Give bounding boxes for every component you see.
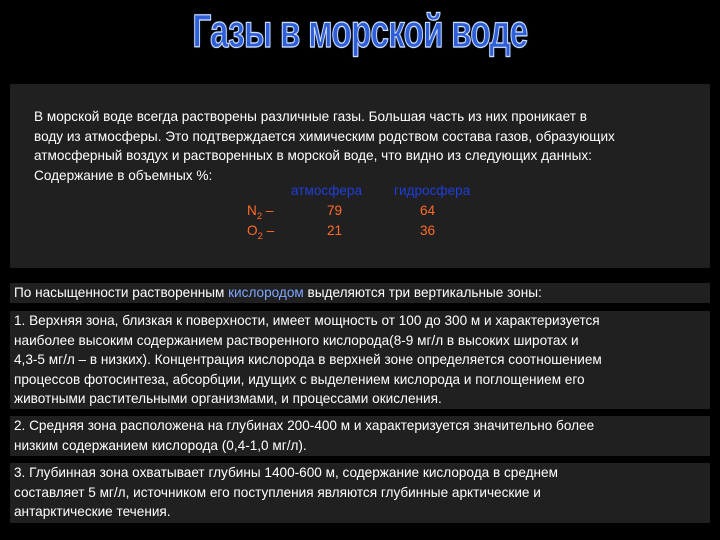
- zone-upper-line: 1. Верхняя зона, близкая к поверхности, имеет мощность от 100 до 300 м и характеризуется: [14, 313, 600, 328]
- oxygen-atmosphere-value: 21: [327, 223, 343, 238]
- intro-line: В морской воде всегда растворены различные газы. Большая часть из них проникает в: [34, 109, 587, 124]
- header-atmosphere: атмосфера: [291, 183, 363, 198]
- zone-upper-line: 4,3-5 мг/л – в низких). Концентрация кислорода в верхней зоне определяется соотношением: [14, 352, 602, 368]
- zone-deep-line: составляет 5 мг/л, источником его поступления являются глубинные арктические и: [14, 484, 541, 500]
- header-hydrosphere: гидросфера: [394, 183, 471, 198]
- nitrogen-hydrosphere-value: 64: [420, 203, 436, 218]
- gas-oxygen: $O_2$ –: [247, 223, 275, 242]
- zone-upper-line: процессов фотосинтеза, абсорбции, идущих с выделением кислорода и поглощением его: [14, 371, 585, 387]
- zone-upper-line: наиболее высоким содержанием растворенного кислорода(8-9 мг/л в высоких широтах и: [14, 332, 579, 348]
- gas-nitrogen: $N_2$ –: [247, 203, 274, 222]
- zone-deep-line: антарктические течения.: [14, 504, 171, 520]
- keyword-oxygen: кислородом: [228, 285, 304, 300]
- zone-middle-paragraph: [10, 416, 710, 456]
- zone-middle-line: низким содержанием кислорода (0,4-1,0 мг/л).: [14, 437, 307, 453]
- intro-line: воду из атмосферы. Это подтверждается химическим родством состава газов, образующих: [34, 128, 615, 144]
- intro-paragraph: [34, 107, 718, 185]
- zones-lead-paragraph: По насыщенности растворенным кислородом выделяются три вертикальные зоны:: [10, 283, 710, 303]
- zone-middle-line: 2. Средняя зона расположена на глубинах 200-400 м и характеризуется значительно более: [14, 418, 595, 433]
- zone-deep-line: 3. Глубинная зона охватывает глубины 1400-600 м, содержание кислорода в среднем: [14, 465, 558, 480]
- zone-upper-line: животными растительными организмами, и процессами окисления.: [14, 391, 442, 407]
- zone-upper-paragraph: [10, 311, 710, 409]
- intro-line: атмосферный воздух и растворенных в морской воде, что видно из следующих данных:: [34, 148, 592, 164]
- oxygen-hydrosphere-value: 36: [420, 223, 436, 238]
- intro-line: Содержание в объемных %:: [34, 167, 213, 183]
- slide-title: Газы в морской воде: [192, 5, 528, 57]
- zone-deep-paragraph: [10, 463, 710, 523]
- nitrogen-atmosphere-value: 79: [327, 203, 343, 218]
